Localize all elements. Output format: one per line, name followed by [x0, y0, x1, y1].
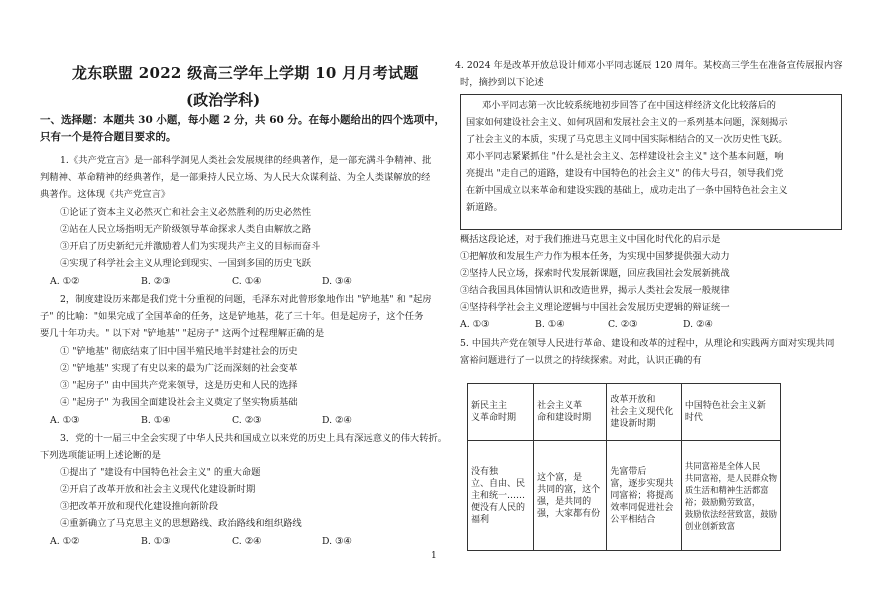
q2-option-a: A. ①③ [50, 415, 80, 426]
cell-text: 新民主主 [471, 401, 508, 411]
q3-option-d: D. ③④ [322, 536, 352, 547]
cell-text: 没有独 [471, 466, 499, 477]
q5-period-table [467, 383, 781, 551]
q5-stem-line: 5. 中国共产党在领导人民进行革命、建设和改革的过程中，从理论和实践两方面对实现共同 [460, 338, 835, 349]
table-cell [681, 441, 780, 551]
q4-quote-line: 了社会主义的本质，实现了马克思主义同中国实际相结合的又一次历史性飞跃。 [466, 134, 788, 145]
cell-text: 共同的富，这个 [537, 484, 601, 495]
exam-title: 龙东联盟 2022 级高三学年上学期 10 月月考试题 [72, 64, 419, 82]
q2-option-b: B. ①④ [141, 415, 171, 426]
table-header-row [468, 384, 781, 441]
table-header-cell [468, 384, 534, 441]
q4-quote-line: 国家如何建设社会主义、如何巩固和发展社会主义的一系列基本问题，深刻揭示 [466, 117, 788, 128]
q1-stem-line: 1.《共产党宣言》是一部科学洞见人类社会发展规律的经典著作，是一部充满斗争精神、批 [60, 155, 432, 166]
cell-text: 裕；鼓励勤劳致富， [684, 496, 761, 507]
q3-option-b: B. ①③ [141, 536, 171, 547]
table-header-cell [681, 384, 780, 441]
q2-item: ② "铲地基" 实现了有史以来的最为广泛而深刻的社会变革 [60, 363, 298, 374]
q4-item: ②坚持人民立场，探索时代发展新课题，回应我国社会发展新挑战 [460, 268, 730, 279]
q3-stem-line: 下列选项能证明上述论断的是 [40, 450, 161, 461]
cell-text: 命和建设时期 [537, 413, 592, 423]
q4-quote-line: 邓小平同志紧紧抓住 "什么是社会主义、怎样建设社会主义" 这个基本问题，响 [466, 151, 784, 162]
cell-text: 社会主义革 [537, 401, 583, 411]
q2-stem-line: 要几十年功夫。" 以下对 "铲地基" "起房子" 这两个过程理解正确的是 [40, 328, 325, 339]
cell-text: 强，大家都有份 [537, 508, 601, 519]
cell-text: 义革命时期 [471, 413, 517, 423]
q4-question-stem: 概括这段论述，对于我们推进马克思主义中国化时代化的启示是 [460, 234, 721, 245]
q4-option-c: C. ②③ [608, 319, 638, 330]
q2-stem-line: 2，制度建设历来都是我们党十分重视的问题，毛泽东对此曾形象地作出 "铲地基" 和 "起房 [60, 294, 432, 305]
q1-option-c: C. ①④ [232, 276, 262, 287]
q3-stem-line: 3．党的十一届三中全会实现了中华人民共和国成立以来党的历史上具有深远意义的伟大转折。 [60, 433, 448, 444]
cell-text: 强，是共同的 [537, 496, 592, 507]
table-header-cell [607, 384, 682, 441]
section-heading-line1: 一、选择题：本题共 30 小题，每小题 2 分，共 60 分。在每小题给出的四个选项中， [40, 114, 445, 126]
table-header-cell [534, 384, 607, 441]
q4-option-b: B. ①④ [535, 319, 565, 330]
q4-option-a: A. ①③ [460, 319, 490, 330]
cell-text: 主和统一…… [471, 490, 526, 501]
table-cell [468, 441, 534, 551]
q1-option-a: A. ①② [50, 276, 80, 287]
q4-quote-line: 新道路。 [466, 202, 503, 213]
cell-text: 富，逐步实现共 [610, 478, 674, 489]
q1-item: ④实现了科学社会主义从理论到现实、一国到多国的历史飞跃 [60, 258, 312, 269]
q1-option-d: D. ③④ [322, 276, 352, 287]
cell-text: 改革开放和 [610, 395, 656, 405]
cell-text: 便没有人民的 [471, 502, 526, 513]
cell-text: 同富裕；将提高 [610, 490, 674, 501]
cell-text: 中国特色社会主义新 [684, 401, 766, 411]
q3-item: ①提出了 "建设有中国特色社会主义" 的重大命题 [60, 467, 261, 478]
q1-item: ①论证了资本主义必然灭亡和社会主义必然胜利的历史必然性 [60, 207, 312, 218]
cell-text: 效率同促进社会 [610, 502, 674, 513]
q3-option-a: A. ①② [50, 536, 80, 547]
cell-text: 时代 [684, 413, 703, 423]
cell-text: 这个富，是 [537, 472, 583, 483]
q2-item: ① "铲地基" 彻底结束了旧中国半殖民地半封建社会的历史 [60, 346, 298, 357]
q2-item: ④ "起房子" 为我国全面建设社会主义奠定了坚实物质基础 [60, 397, 298, 408]
q1-stem-line: 判精神、革命精神的经典著作，是一部秉持人民立场、为人民大众谋利益、为全人类谋解放的经 [40, 172, 431, 183]
q4-stem-line: 4. 2024 年是改革开放总设计师邓小平同志诞辰 120 周年。某校高三学生在准备宣传展报内容 [455, 60, 843, 71]
q2-item: ③ "起房子" 由中国共产党来领导，这是历史和人民的选择 [60, 380, 298, 391]
q4-option-d: D. ②④ [683, 319, 713, 330]
q3-option-c: C. ②④ [232, 536, 262, 547]
cell-text: 公平相结合 [610, 514, 656, 525]
section-heading-line2: 只有一个是符合题目要求的。 [40, 131, 177, 143]
cell-text: 质生活和精神生活都富 [684, 484, 769, 495]
q4-quote-line: 邓小平同志第一次比较系统地初步回答了在中国这样经济文化比较落后的 [482, 100, 776, 111]
q2-option-c: C. ②③ [232, 415, 262, 426]
cell-text: 鼓励依法经营致富，鼓励 [684, 508, 777, 519]
q4-stem-line: 时，摘抄到以下论述 [460, 77, 544, 88]
q1-item: ②站在人民立场指明无产阶级领导革命探求人类自由解放之路 [60, 224, 312, 235]
q4-item: ④坚持科学社会主义理论逻辑与中国社会发展历史逻辑的辩证统一 [460, 302, 730, 313]
cell-text: 立、自由、民 [471, 478, 526, 489]
cell-text: 创业创新致富 [684, 520, 736, 531]
q1-item: ③开启了历史新纪元并激励着人们为实现共产主义的目标而奋斗 [60, 241, 321, 252]
cell-text: 共同富裕，是人民群众物 [684, 472, 777, 483]
q5-stem-line: 富裕问题进行了一以贯之的持续探索。对此，认识正确的有 [460, 355, 702, 366]
cell-text: 建设新时期 [610, 419, 656, 429]
q3-item: ④重新确立了马克思主义的思想路线、政治路线和组织路线 [60, 518, 302, 529]
q3-item: ③把改革开放和现代化建设推向新阶段 [60, 501, 219, 512]
q4-item: ①把解放和发展生产力作为根本任务，为实现中国梦提供强大动力 [460, 251, 730, 262]
q2-option-d: D. ②④ [322, 415, 352, 426]
q4-item: ③结合我国具体国情认识和改造世界，揭示人类社会发展一般规律 [460, 285, 730, 296]
table-cell [607, 441, 682, 551]
table-row [468, 441, 781, 551]
q4-quote-line: 在新中国成立以来革命和建设实践的基础上，成功走出了一条中国特色社会主义 [466, 185, 788, 196]
q4-quote-line: 亮提出 "走自己的道路，建设有中国特色的社会主义" 的伟大号召，领导我们党 [466, 168, 784, 179]
cell-text: 社会主义现代化 [610, 407, 674, 417]
q1-option-b: B. ②③ [141, 276, 171, 287]
cell-text: 先富带后 [610, 466, 647, 477]
q3-item: ②开启了改革开放和社会主义现代化建设新时期 [60, 484, 256, 495]
page-number: 1 [431, 551, 437, 561]
cell-text: 共同富裕是全体人民 [684, 460, 761, 471]
table-cell [534, 441, 607, 551]
cell-text: 福利 [471, 514, 490, 525]
q1-stem-line: 典著作。这体现《共产党宣言》 [40, 189, 171, 200]
exam-subtitle: (政治学科) [186, 91, 261, 109]
q2-stem-line: 子" 的比喻："如果完成了全国革命的任务，这是铲地基，花了三十年。但是起房子，这个任务 [40, 311, 424, 322]
